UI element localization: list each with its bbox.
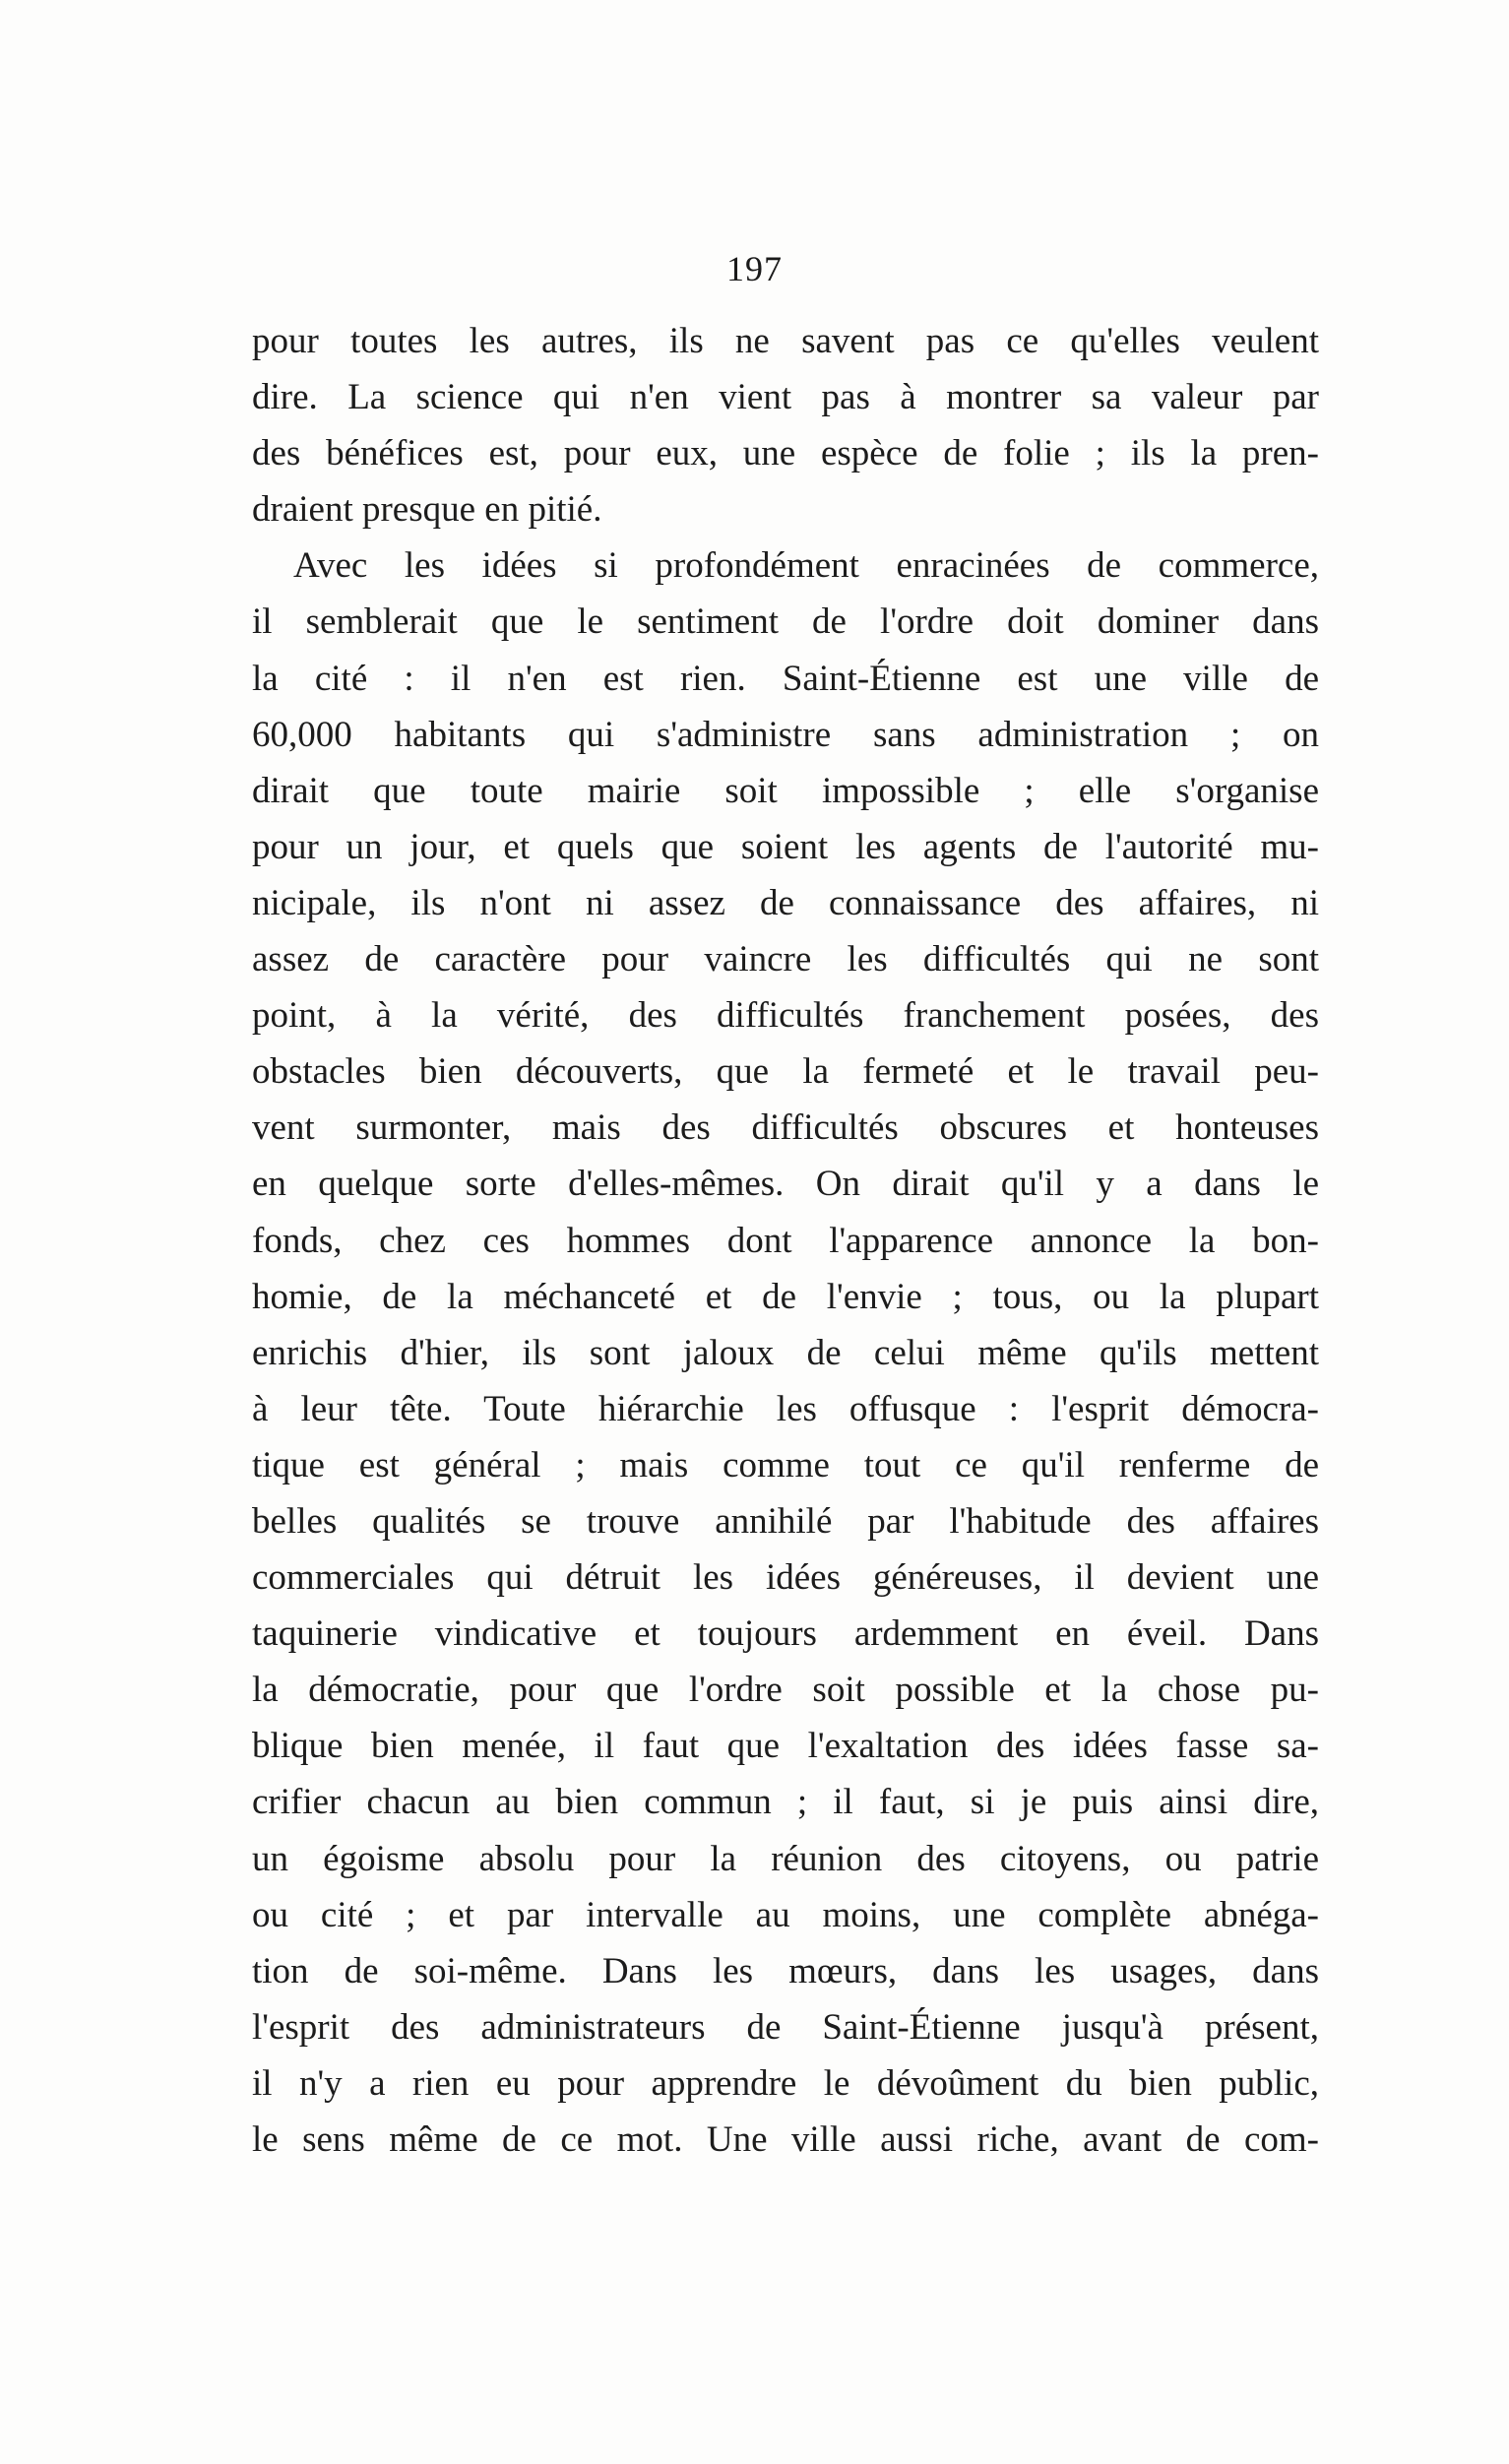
- text-line: tique est général ; mais comme tout ce qu'il renferme de: [252, 1444, 1319, 1485]
- text-line: homie, de la méchanceté et de l'envie ; tous, ou la plupart: [252, 1276, 1319, 1317]
- text-line: enrichis d'hier, ils sont jaloux de celui même qu'ils mettent: [252, 1332, 1319, 1373]
- text-line: des bénéfices est, pour eux, une espèce de folie ; ils la pren-: [252, 433, 1319, 474]
- page-number: 197: [726, 249, 783, 288]
- text-line: commerciales qui détruit les idées généreuses, il devient une: [252, 1557, 1319, 1599]
- text-line: en quelque sorte d'elles-mêmes. On dirait qu'il y a dans le: [252, 1164, 1319, 1205]
- text-line: belles qualités se trouve annihilé par l'habitude des affaires: [252, 1500, 1319, 1542]
- body-text: [252, 313, 1319, 2168]
- text-line: ou cité ; et par intervalle au moins, une complète abnéga-: [252, 1894, 1319, 1935]
- paragraph-first-line: Avec les idées si profondément enracinées de commerce,: [293, 545, 1319, 587]
- text-line: il n'y a rien eu pour apprendre le dévoûment du bien public,: [252, 2062, 1319, 2104]
- text-line: 60,000 habitants qui s'administre sans administration ; on: [252, 714, 1319, 755]
- text-line: fonds, chez ces hommes dont l'apparence annonce la bon-: [252, 1220, 1319, 1261]
- text-line: dire. La science qui n'en vient pas à montrer sa valeur par: [252, 377, 1319, 418]
- text-line: taquinerie vindicative et toujours ardemment en éveil. Dans: [252, 1613, 1319, 1655]
- text-line: crifier chacun au bien commun ; il faut, si je puis ainsi dire,: [252, 1782, 1319, 1823]
- text-line: à leur tête. Toute hiérarchie les offusque : l'esprit démocra-: [252, 1388, 1319, 1429]
- text-line: la démocratie, pour que l'ordre soit possible et la chose pu-: [252, 1670, 1319, 1711]
- text-line: tion de soi-même. Dans les mœurs, dans les usages, dans: [252, 1950, 1319, 1991]
- text-line: point, à la vérité, des difficultés franchement posées, des: [252, 995, 1319, 1037]
- text-line: blique bien menée, il faut que l'exaltation des idées fasse sa-: [252, 1726, 1319, 1767]
- text-line: assez de caractère pour vaincre les difficultés qui ne sont: [252, 939, 1319, 980]
- text-line: draient presque en pitié.: [252, 489, 602, 531]
- text-line: pour un jour, et quels que soient les agents de l'autorité mu-: [252, 826, 1319, 867]
- text-line: il semblerait que le sentiment de l'ordre doit dominer dans: [252, 601, 1319, 643]
- text-line: obstacles bien découverts, que la fermeté et le travail peu-: [252, 1051, 1319, 1093]
- text-line: le sens même de ce mot. Une ville aussi riche, avant de com-: [252, 2119, 1319, 2160]
- text-line: un égoisme absolu pour la réunion des citoyens, ou patrie: [252, 1838, 1319, 1879]
- text-line: l'esprit des administrateurs de Saint-Étienne jusqu'à présent,: [252, 2006, 1319, 2048]
- text-line: nicipale, ils n'ont ni assez de connaissance des affaires, ni: [252, 882, 1319, 923]
- text-line: la cité : il n'en est rien. Saint-Étienne est une ville de: [252, 658, 1319, 699]
- text-line: vent surmonter, mais des difficultés obscures et honteuses: [252, 1107, 1319, 1149]
- text-line: dirait que toute mairie soit impossible ; elle s'organise: [252, 770, 1319, 811]
- text-line: pour toutes les autres, ils ne savent pas ce qu'elles veulent: [252, 321, 1319, 361]
